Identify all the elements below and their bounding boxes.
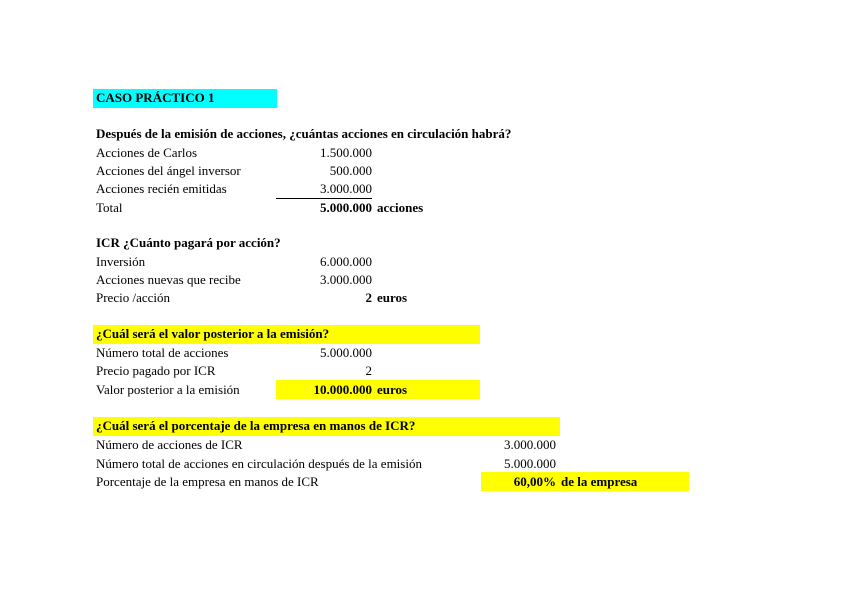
section4-row-value: 5.000.000 (504, 456, 556, 471)
section4-row-value: 3.000.000 (504, 437, 556, 452)
section2-row-value: 6.000.000 (320, 254, 372, 269)
page-title: CASO PRÁCTICO 1 (96, 90, 215, 105)
section2-price-unit: euros (377, 290, 408, 305)
section3-result-unit: euros (377, 382, 408, 397)
section3-row-label: Número total de acciones (96, 345, 229, 360)
section2-price-value: 2 (365, 290, 372, 305)
section2-heading: ICR ¿Cuánto pagará por acción? (96, 235, 281, 250)
section2-price-label: Precio /acción (96, 290, 170, 305)
section1-row-value: 3.000.000 (320, 181, 372, 196)
section1-row-label: Acciones del ángel inversor (96, 163, 241, 178)
section1-total-label: Total (96, 200, 123, 215)
section2-row-value: 3.000.000 (320, 272, 372, 287)
section1-row-label: Acciones de Carlos (96, 145, 198, 160)
section4-row-label: Número de acciones de ICR (96, 437, 243, 452)
section1-row-value: 1.500.000 (320, 145, 372, 160)
section4-row-label: Número total de acciones en circulación después de la emisión (96, 456, 422, 471)
section1-row-label: Acciones recién emitidas (96, 181, 227, 196)
section3-row-value: 2 (365, 363, 372, 378)
section1-total-value: 5.000.000 (320, 200, 372, 215)
section1-heading: Después de la emisión de acciones, ¿cuántas acciones en circulación habrá? (96, 126, 512, 141)
section2-row-label: Inversión (96, 254, 146, 269)
section3-heading: ¿Cuál será el valor posterior a la emisión? (96, 326, 330, 341)
section3-row-value: 5.000.000 (320, 345, 372, 360)
section3-result-value: 10.000.000 (313, 382, 372, 397)
section1-total-unit: acciones (377, 200, 424, 215)
section4-result-label: Porcentaje de la empresa en manos de ICR (96, 474, 319, 489)
section4-result-unit: de la empresa (561, 474, 638, 489)
section1-row-value: 500.000 (329, 163, 372, 178)
section4-result-value: 60,00% (513, 474, 556, 489)
section3-result-label: Valor posterior a la emisión (96, 382, 240, 397)
section4-heading: ¿Cuál será el porcentaje de la empresa en manos de ICR? (96, 418, 416, 433)
section3-row-label: Precio pagado por ICR (96, 363, 216, 378)
section2-row-label: Acciones nuevas que recibe (96, 272, 241, 287)
